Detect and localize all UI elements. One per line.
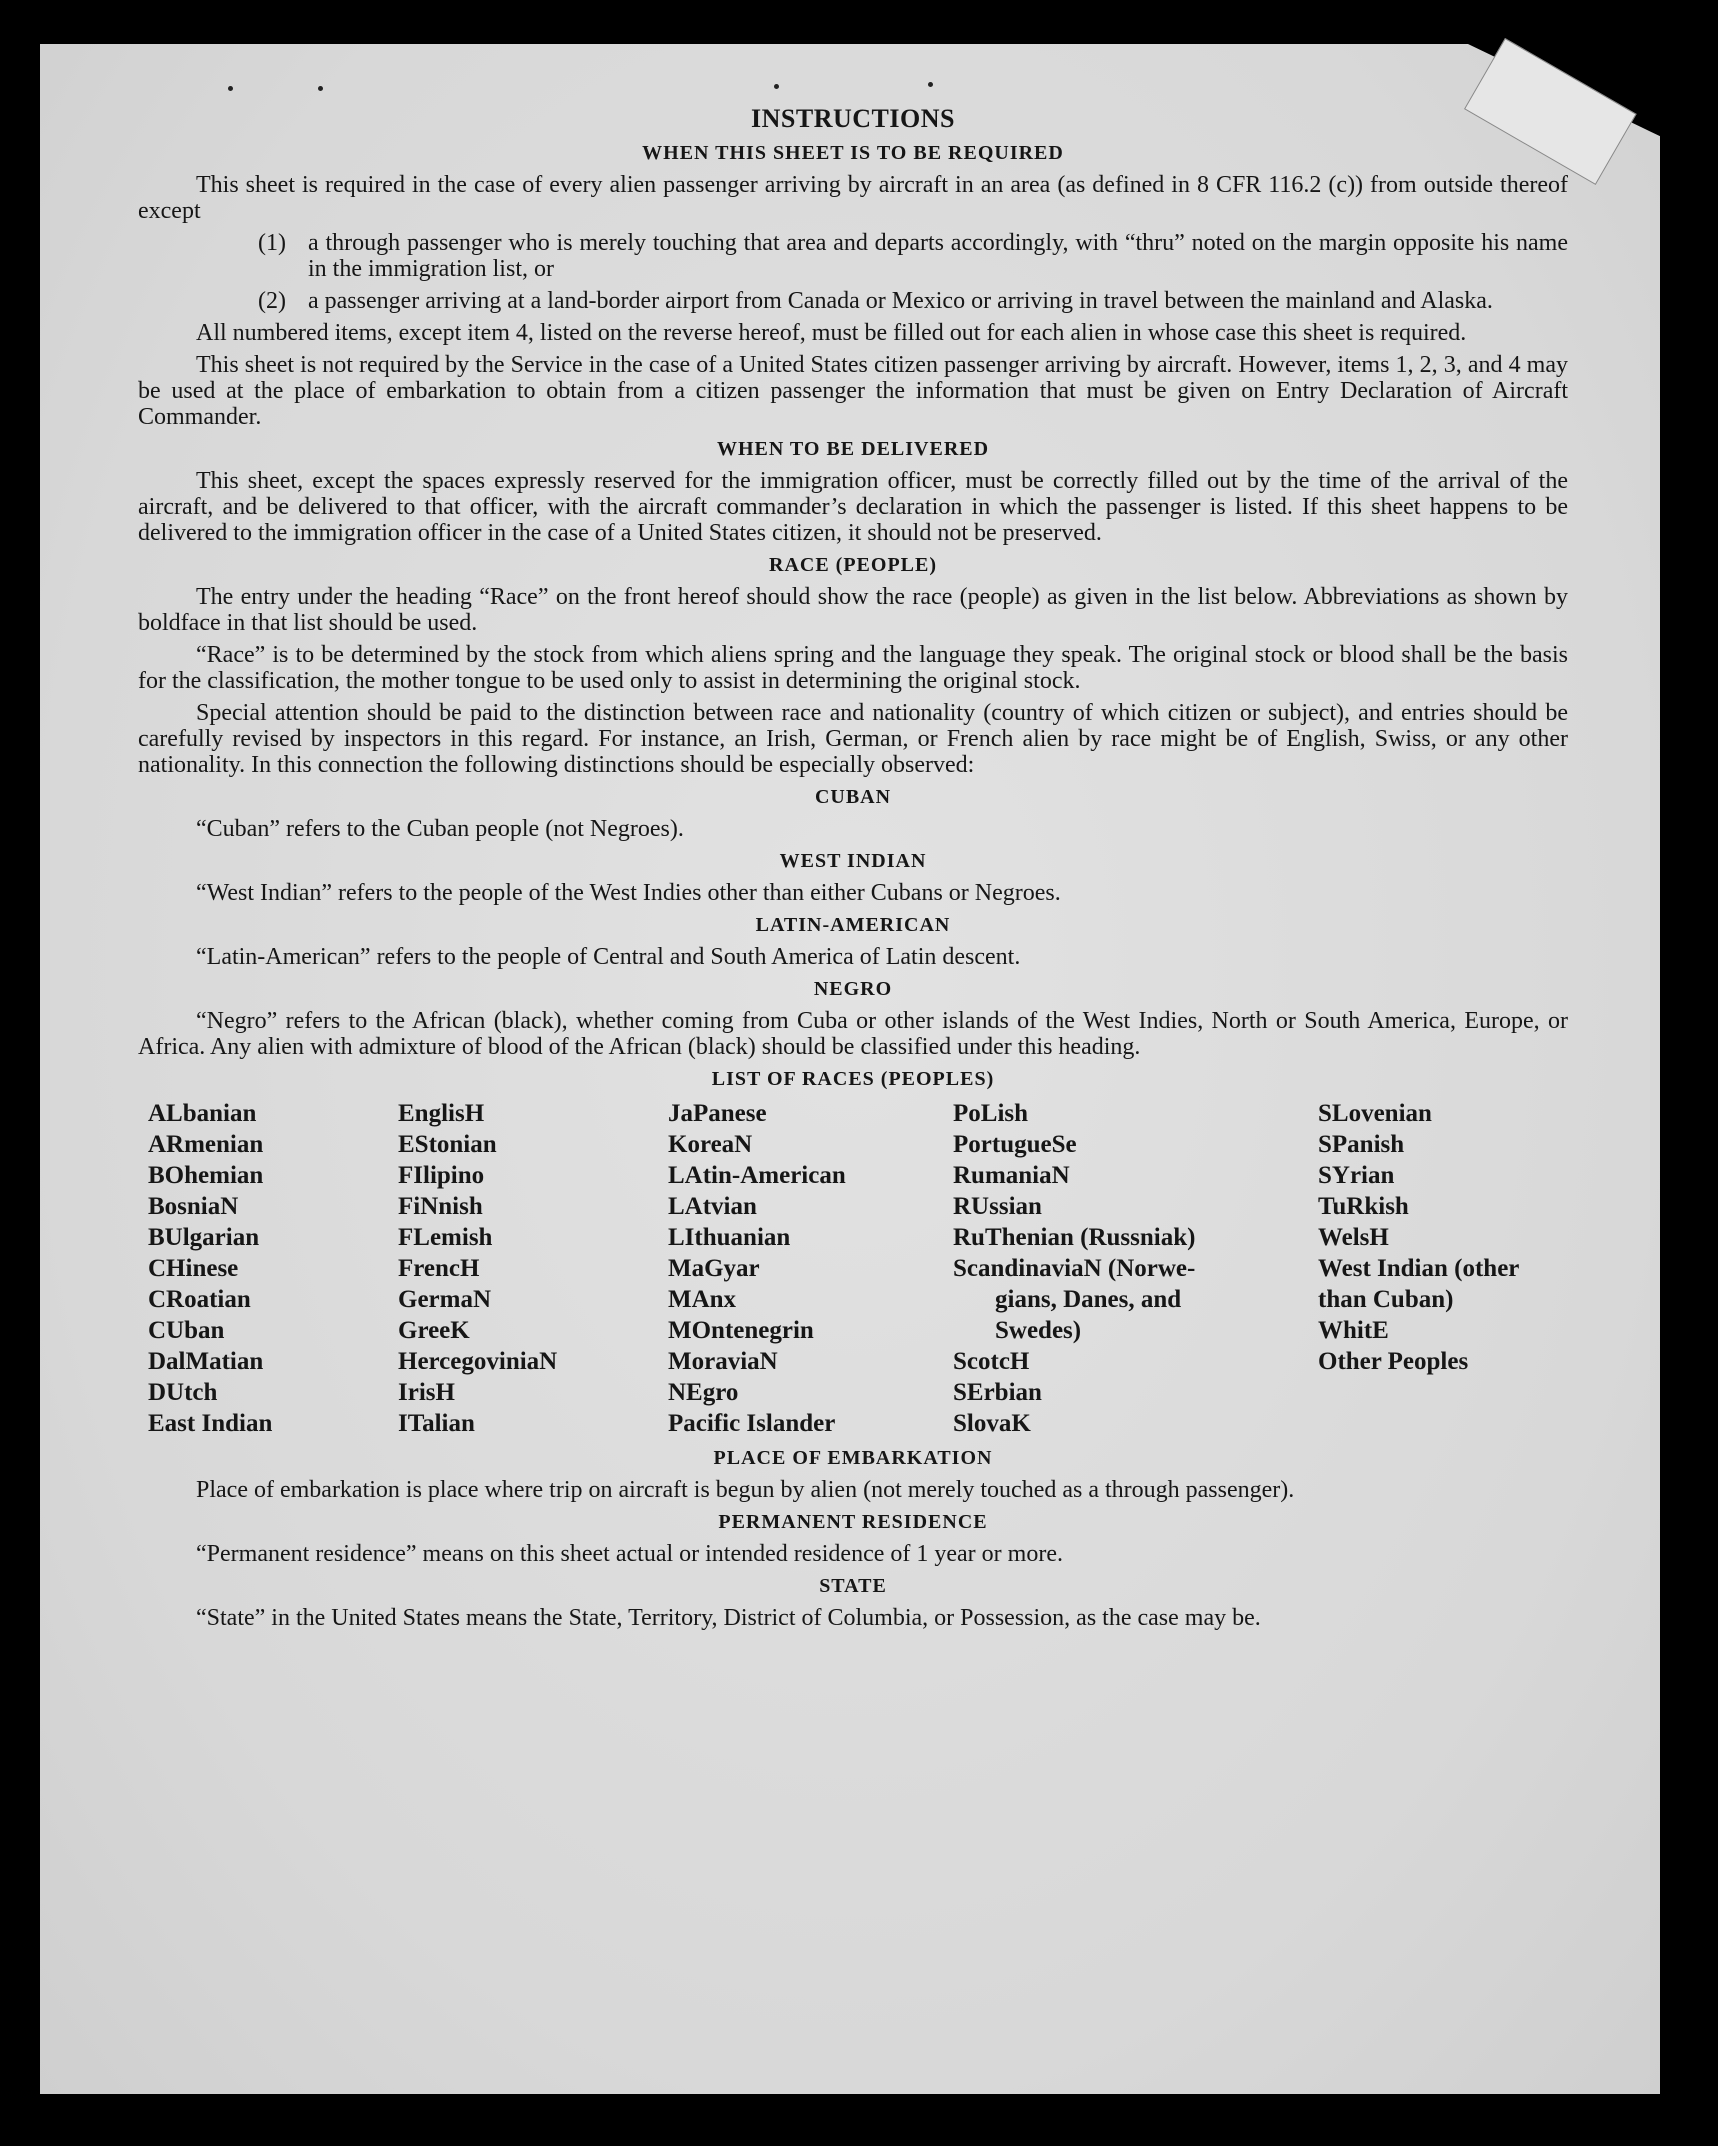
race-entry: MaGyar: [668, 1255, 760, 1282]
race-entry: GermaN: [398, 1286, 492, 1313]
race-entry: ScandinaviaN (Norwe-: [953, 1255, 1196, 1282]
race-column-4: [953, 1098, 1318, 1439]
race-entry: than Cuban): [1318, 1286, 1454, 1313]
heading-cuban: CUBAN: [814, 786, 892, 808]
race-entry: CHinese: [148, 1255, 239, 1282]
speck: [228, 86, 233, 91]
heading-west-indian: WEST INDIAN: [779, 850, 927, 872]
state-text: “State” in the United States means the State, Territory, District of Columbia, or Possession, as the case may be.: [196, 1605, 1261, 1631]
race-entry: FiNnish: [398, 1193, 483, 1220]
citizen-paragraph: This sheet is not required by the Service in the case of a United States citizen passenger arriving by aircraft. However, items 1, 2, 3, and 4 may be used at the place of embarkation to obtain from a citizen passenger the information that must be given on Entry Declaration of Aircraft Commander.: [138, 352, 1568, 430]
item-text: a passenger arriving at a land-border airport from Canada or Mexico or arriving in travel between the mainland and Alaska.: [308, 288, 1493, 314]
numbered-items-paragraph: All numbered items, except item 4, listed on the reverse hereof, must be filled out for each alien in whose case this sheet is required.: [196, 320, 1467, 346]
race-entry: RuThenian (Russniak): [953, 1224, 1196, 1251]
race-entry: SErbian: [953, 1379, 1042, 1406]
race-entry: TuRkish: [1318, 1193, 1409, 1220]
speck: [928, 82, 933, 87]
race-entry: MAnx: [668, 1286, 737, 1313]
race-entry: Swedes): [995, 1317, 1082, 1344]
heading-latin-american: LATIN-AMERICAN: [755, 914, 951, 936]
race-entry: BOhemian: [148, 1162, 264, 1189]
race-entry: EStonian: [398, 1131, 497, 1158]
heading-embarkation: PLACE OF EMBARKATION: [713, 1447, 993, 1469]
race-entry: gians, Danes, and: [995, 1286, 1182, 1313]
race-list: [148, 1098, 1568, 1439]
race-column-1: [148, 1098, 398, 1439]
race-entry: FrencH: [398, 1255, 480, 1282]
race-paragraph-1: The entry under the heading “Race” on the front hereof should show the race (people) as given in the list below. Abbreviations as shown by boldface in that list should be used.: [138, 584, 1568, 636]
race-entry: MOntenegrin: [668, 1317, 814, 1344]
race-entry: FLemish: [398, 1224, 493, 1251]
race-paragraph-3: Special attention should be paid to the distinction between race and nationality (country of which citizen or subject), and entries should be carefully revised by inspectors in this regard. For instance, an Irish, German, or French alien by race might be of English, Swiss, or any other nationality. In this connection the following distinctions should be especially observed:: [138, 700, 1568, 778]
race-entry: LAtvian: [668, 1193, 757, 1220]
race-entry: RumaniaN: [953, 1162, 1070, 1189]
race-entry: BosniaN: [148, 1193, 239, 1220]
race-entry: SPanish: [1318, 1131, 1405, 1158]
race-entry: DalMatian: [148, 1348, 264, 1375]
exception-item-1: [258, 230, 1568, 282]
heading-state: STATE: [819, 1575, 887, 1597]
race-entry: ARmenian: [148, 1131, 264, 1158]
race-entry: EnglisH: [398, 1100, 485, 1127]
race-entry: ScotcH: [953, 1348, 1030, 1375]
race-column-5: [1318, 1098, 1578, 1439]
heading-when-required: WHEN THIS SHEET IS TO BE REQUIRED: [642, 142, 1064, 164]
race-entry: SLovenian: [1318, 1100, 1432, 1127]
race-entry: ALbanian: [148, 1100, 257, 1127]
residence-text: “Permanent residence” means on this sheet actual or intended residence of 1 year or more.: [196, 1541, 1063, 1567]
page-title: INSTRUCTIONS: [751, 104, 955, 133]
race-entry: FIlipino: [398, 1162, 485, 1189]
race-entry: CRoatian: [148, 1286, 251, 1313]
race-entry: SYrian: [1318, 1162, 1395, 1189]
exception-item-2: [258, 288, 1568, 314]
negro-text: “Negro” refers to the African (black), whether coming from Cuba or other islands of the West Indies, North or South America, Europe, or Africa. Any alien with admixture of blood of the African (black) should be classified under this heading.: [138, 1008, 1568, 1060]
speck: [774, 84, 779, 89]
race-entry: DUtch: [148, 1379, 218, 1406]
race-entry: MoraviaN: [668, 1348, 778, 1375]
race-entry: PoLish: [953, 1100, 1029, 1127]
race-column-2: [398, 1098, 668, 1439]
embarkation-text: Place of embarkation is place where trip on aircraft is begun by alien (not merely touched as a through passenger).: [196, 1477, 1295, 1503]
race-entry: WhitE: [1318, 1317, 1389, 1344]
race-entry: East Indian: [148, 1410, 273, 1437]
item-number: (2): [258, 288, 286, 314]
heading-list-of-races: LIST OF RACES (PEOPLES): [711, 1068, 995, 1090]
when-required-intro: This sheet is required in the case of every alien passenger arriving by aircraft in an area (as defined in 8 CFR 116.2 (c)) from outside thereof except: [138, 172, 1568, 224]
race-entry: West Indian (other: [1318, 1255, 1520, 1282]
race-entry: IrisH: [398, 1379, 455, 1406]
race-entry: KoreaN: [668, 1131, 753, 1158]
speck: [318, 86, 323, 91]
race-entry: Other Peoples: [1318, 1348, 1469, 1375]
instructions-text: [138, 100, 1568, 1637]
race-entry: RUssian: [953, 1193, 1042, 1220]
race-entry: LIthuanian: [668, 1224, 791, 1251]
race-entry: SlovaK: [953, 1410, 1031, 1437]
item-text: a through passenger who is merely touching that area and departs accordingly, with “thru” noted on the margin opposite his name in the immigration list, or: [308, 230, 1568, 282]
when-delivered-text: This sheet, except the spaces expressly reserved for the immigration officer, must be correctly filled out by the time of the arrival of the aircraft, and be delivered to that officer, with the aircraft commander’s declaration in which the passenger is listed. If this sheet happens to be delivered to the immigration officer in the case of a United States citizen, it should not be preserved.: [138, 468, 1568, 546]
race-entry: GreeK: [398, 1317, 470, 1344]
race-entry: NEgro: [668, 1379, 739, 1406]
race-entry: PortugueSe: [953, 1131, 1077, 1158]
race-entry: WelsH: [1318, 1224, 1389, 1251]
race-entry: JaPanese: [668, 1100, 767, 1127]
west-indian-text: “West Indian” refers to the people of the West Indies other than either Cubans or Negroes.: [196, 880, 1061, 906]
item-number: (1): [258, 230, 286, 256]
heading-when-delivered: WHEN TO BE DELIVERED: [716, 438, 990, 460]
heading-permanent-residence: PERMANENT RESIDENCE: [718, 1511, 988, 1533]
race-entry: BUlgarian: [148, 1224, 260, 1251]
race-entry: CUban: [148, 1317, 225, 1344]
latin-american-text: “Latin-American” refers to the people of Central and South America of Latin descent.: [196, 944, 1021, 970]
race-entry: Pacific Islander: [668, 1410, 836, 1437]
heading-negro: NEGRO: [813, 978, 893, 1000]
cuban-text: “Cuban” refers to the Cuban people (not Negroes).: [196, 816, 684, 842]
heading-race: RACE (PEOPLE): [769, 554, 937, 576]
race-paragraph-2: “Race” is to be determined by the stock from which aliens spring and the language they speak. The original stock or blood shall be the basis for the classification, the mother tongue to be used only to assist in determining the original stock.: [138, 642, 1568, 694]
race-entry: HercegoviniaN: [398, 1348, 558, 1375]
race-entry: LAtin-American: [668, 1162, 846, 1189]
race-column-3: [668, 1098, 953, 1439]
race-entry: ITalian: [398, 1410, 475, 1437]
